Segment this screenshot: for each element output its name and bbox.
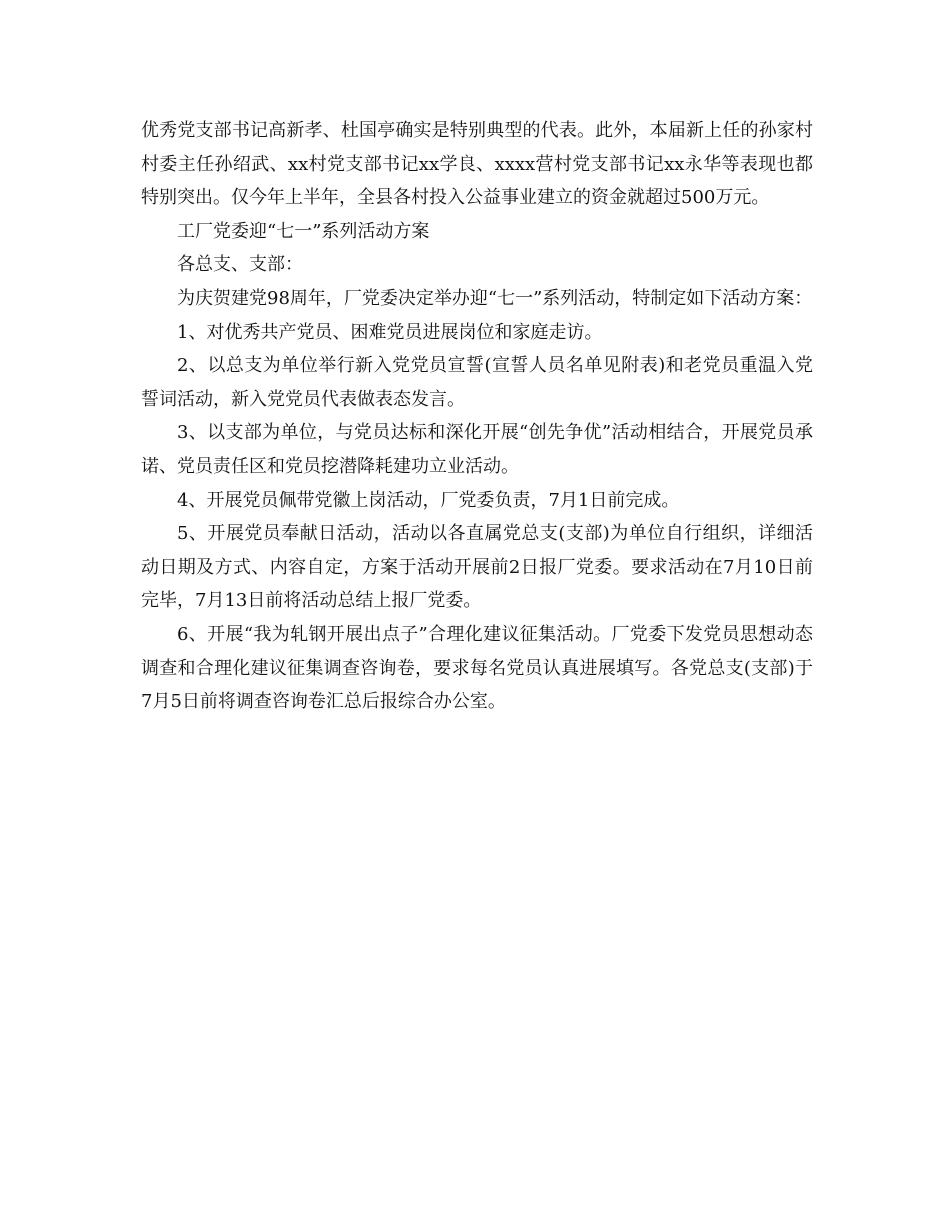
intro-paragraph: 优秀党支部书记高新孝、杜国亭确实是特别典型的代表。此外，本届新上任的孙家村村委主任孙绍武、xx村党支部书记xx学良、xxxx营村党支部书记xx永华等表现也都特别突出。仅今年上半年，全县各村投入公益事业建立的资金就超过500万元。 (141, 120, 813, 209)
list-item: 6、开展“我为轧钢开展出点子”合理化建议征集活动。厂党委下发党员思想动态调查和合理化建议征集调查咨询卷，要求每名党员认真进展填写。各党总支(支部)于7月5日前将调查咨询卷汇总后报综合办公室。 (141, 623, 813, 713)
list-item: 4、开展党员佩带党徽上岗活动，厂党委负责，7月1日前完成。 (177, 489, 680, 511)
document-title: 工厂党委迎“七一”系列活动方案 (177, 220, 430, 242)
list-item: 2、以总支为单位举行新入党党员宣誓(宣誓人员名单见附表)和老党员重温入党誓词活动，新入党党员代表做表态发言。 (141, 355, 813, 410)
opening-paragraph: 为庆贺建党98周年，厂党委决定举办迎“七一”系列活动，特制定如下活动方案： (177, 287, 813, 309)
list-item: 1、对优秀共产党员、困难党员进展岗位和家庭走访。 (177, 321, 603, 343)
list-item: 3、以支部为单位，与党员达标和深化开展“创先争优”活动相结合，开展党员承诺、党员责任区和党员挖潜降耗建功立业活动。 (141, 422, 813, 477)
list-item: 5、开展党员奉献日活动，活动以各直属党总支(支部)为单位自行组织，详细活动日期及方式、内容自定，方案于活动开展前2日报厂党委。要求活动在7月10日前完毕，7月13日前将活动总结上报厂党委。 (141, 523, 813, 612)
document-page (141, 114, 813, 719)
salutation: 各总支、支部： (177, 254, 303, 276)
